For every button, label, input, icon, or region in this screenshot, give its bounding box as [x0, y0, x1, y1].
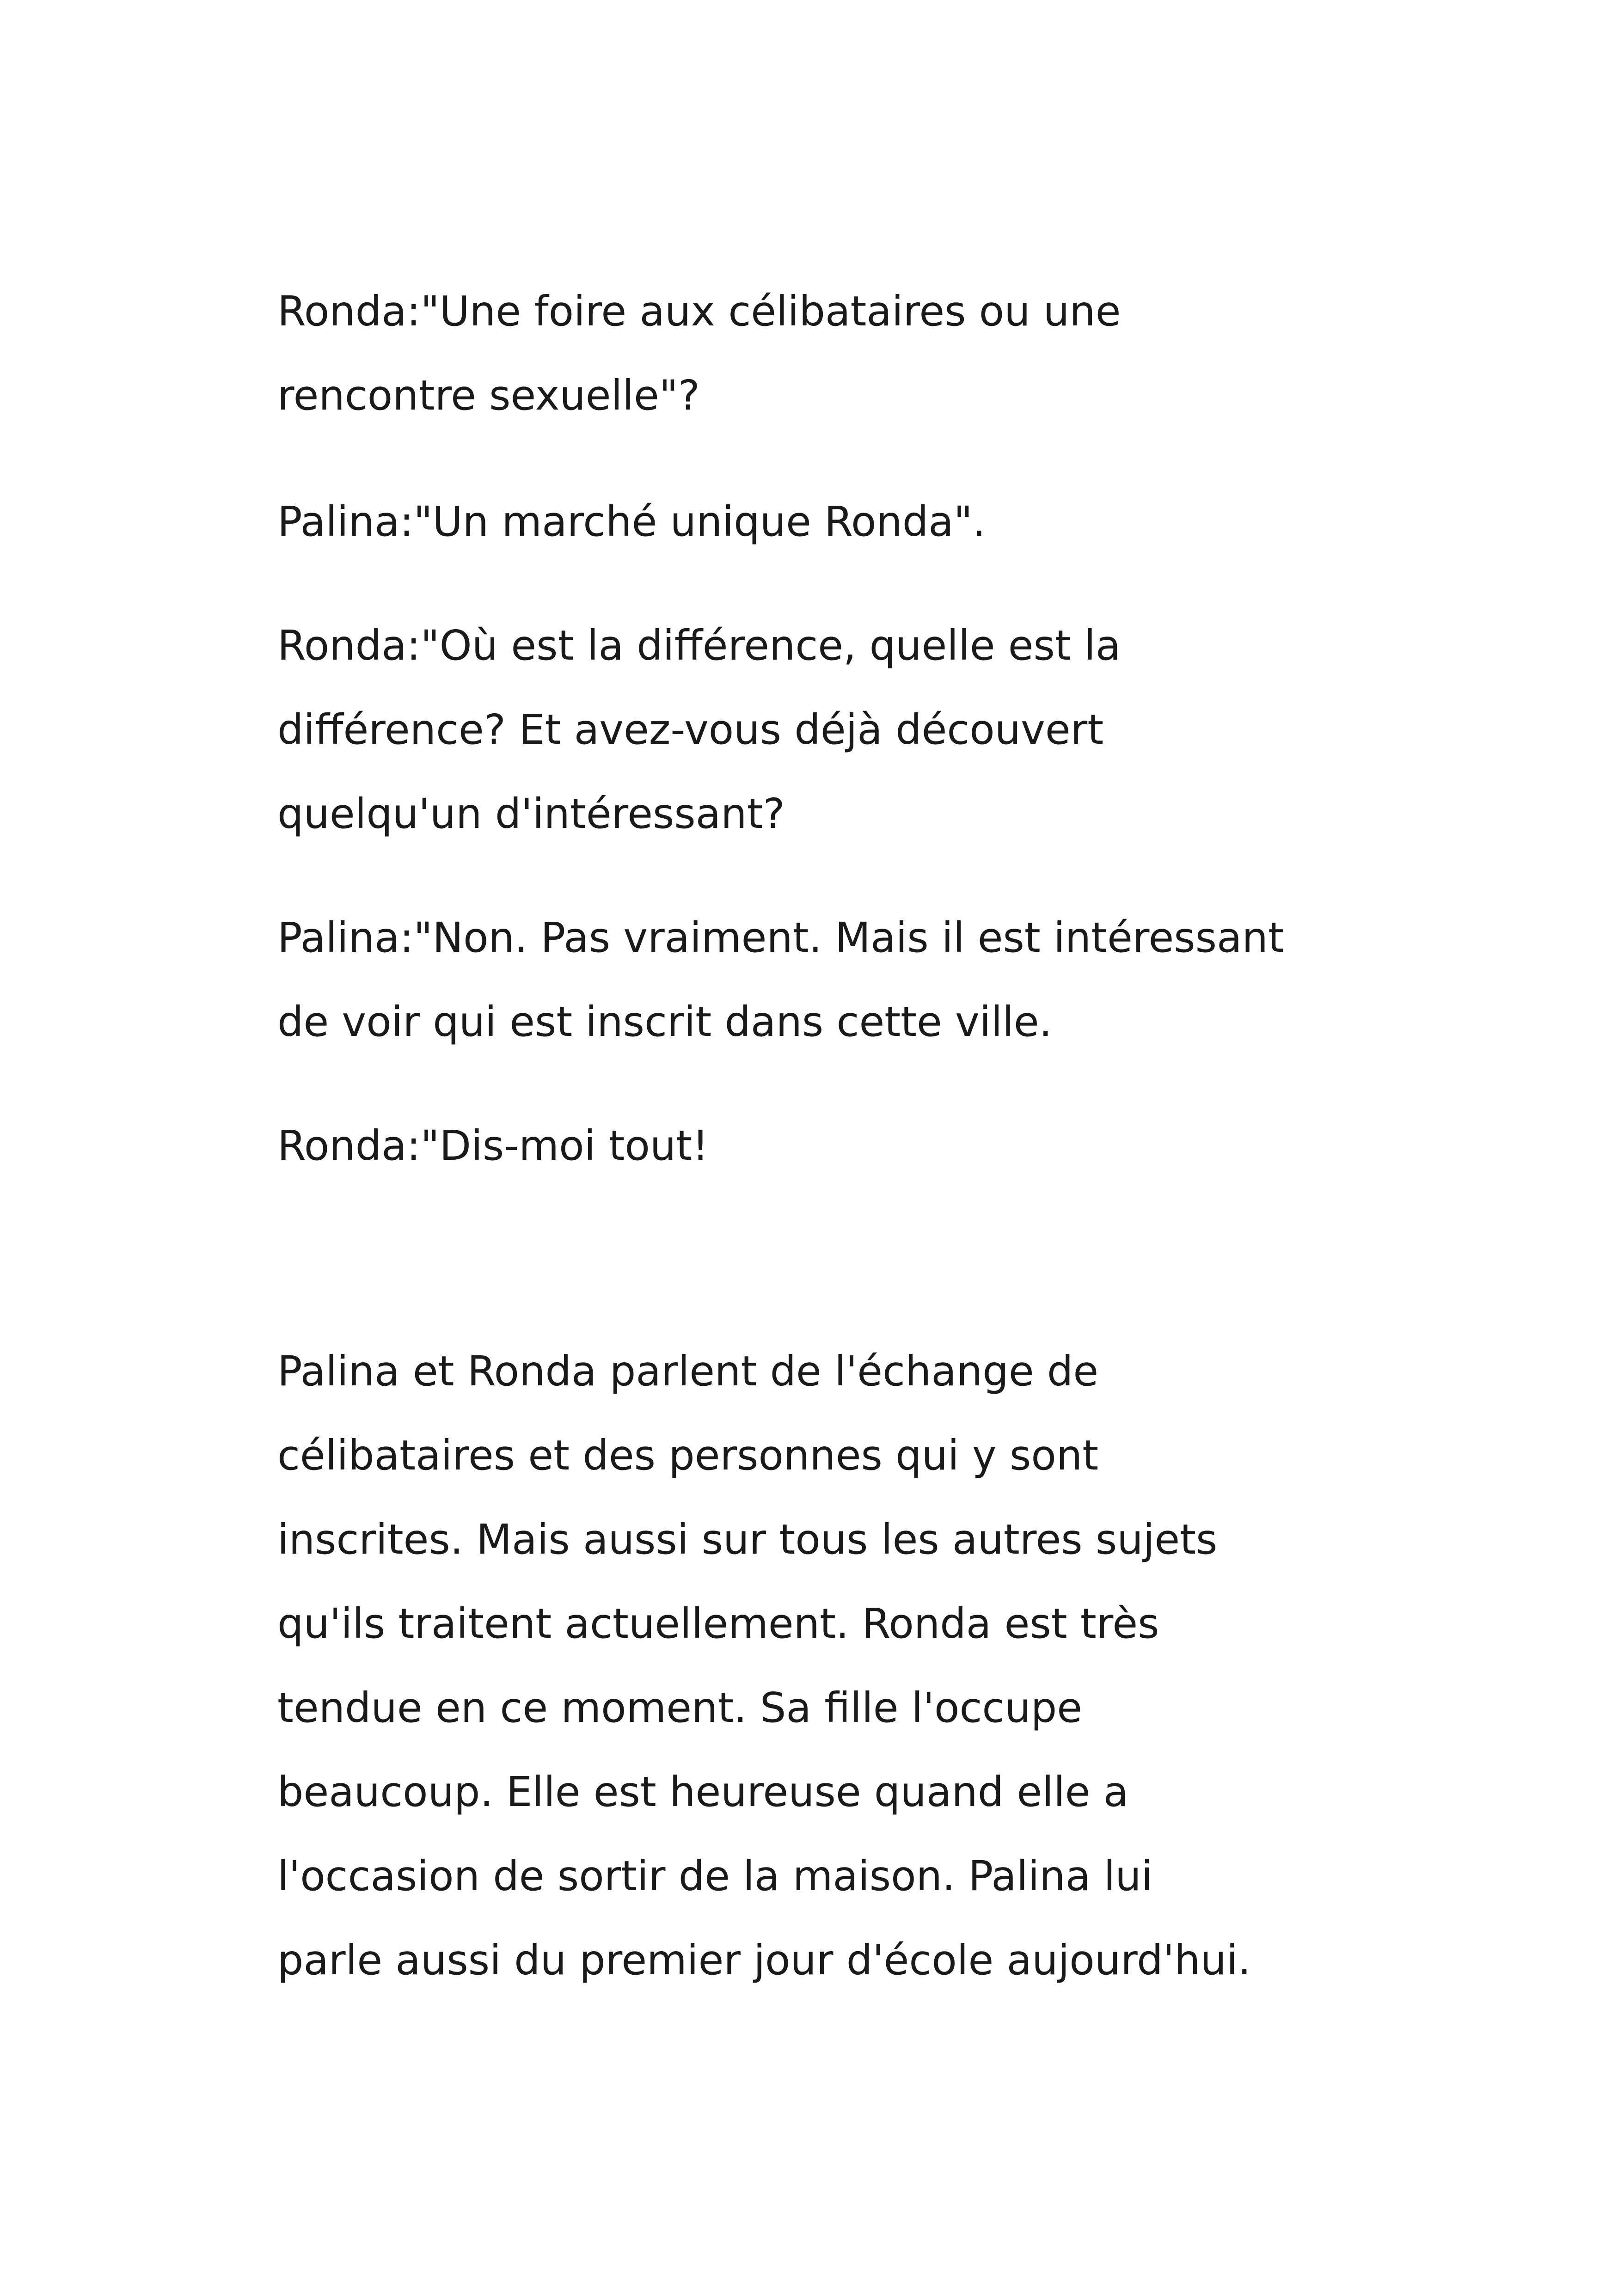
- text-line: inscrites. Mais aussi sur tous les autres sujets: [277, 1515, 1218, 1563]
- dialogue-paragraph-5: [277, 1103, 1387, 1188]
- text-line: l'occasion de sortir de la maison. Palina lui: [277, 1852, 1153, 1900]
- text-line: quelqu'un d'intéressant?: [277, 790, 785, 838]
- text-line: tendue en ce moment. Sa fille l'occupe: [277, 1684, 1082, 1732]
- text-line: Ronda:"Dis-moi tout!: [277, 1121, 709, 1169]
- narration-paragraph: [277, 1329, 1387, 2002]
- text-line: différence? Et avez-vous déjà découvert: [277, 705, 1104, 753]
- text-line: Ronda:"Une foire aux célibataires ou une: [277, 287, 1121, 335]
- text-line: qu'ils traitent actuellement. Ronda est très: [277, 1599, 1159, 1647]
- dialogue-paragraph-2: [277, 479, 1387, 563]
- dialogue-paragraph-1: [277, 269, 1387, 437]
- text-line: célibataires et des personnes qui y sont: [277, 1431, 1099, 1479]
- dialogue-paragraph-3: [277, 603, 1387, 856]
- text-line: Ronda:"Où est la différence, quelle est la: [277, 621, 1121, 669]
- text-line: de voir qui est inscrit dans cette ville.: [277, 998, 1052, 1046]
- text-line: Palina et Ronda parlent de l'échange de: [277, 1347, 1099, 1395]
- text-line: beaucoup. Elle est heureuse quand elle a: [277, 1768, 1129, 1816]
- text-line: Palina:"Un marché unique Ronda".: [277, 497, 986, 545]
- text-line: parle aussi du premier jour d'école aujourd'hui.: [277, 1936, 1251, 1984]
- text-line: Palina:"Non. Pas vraiment. Mais il est intéressant: [277, 913, 1284, 961]
- dialogue-paragraph-4: [277, 895, 1387, 1064]
- text-line: rencontre sexuelle"?: [277, 371, 700, 419]
